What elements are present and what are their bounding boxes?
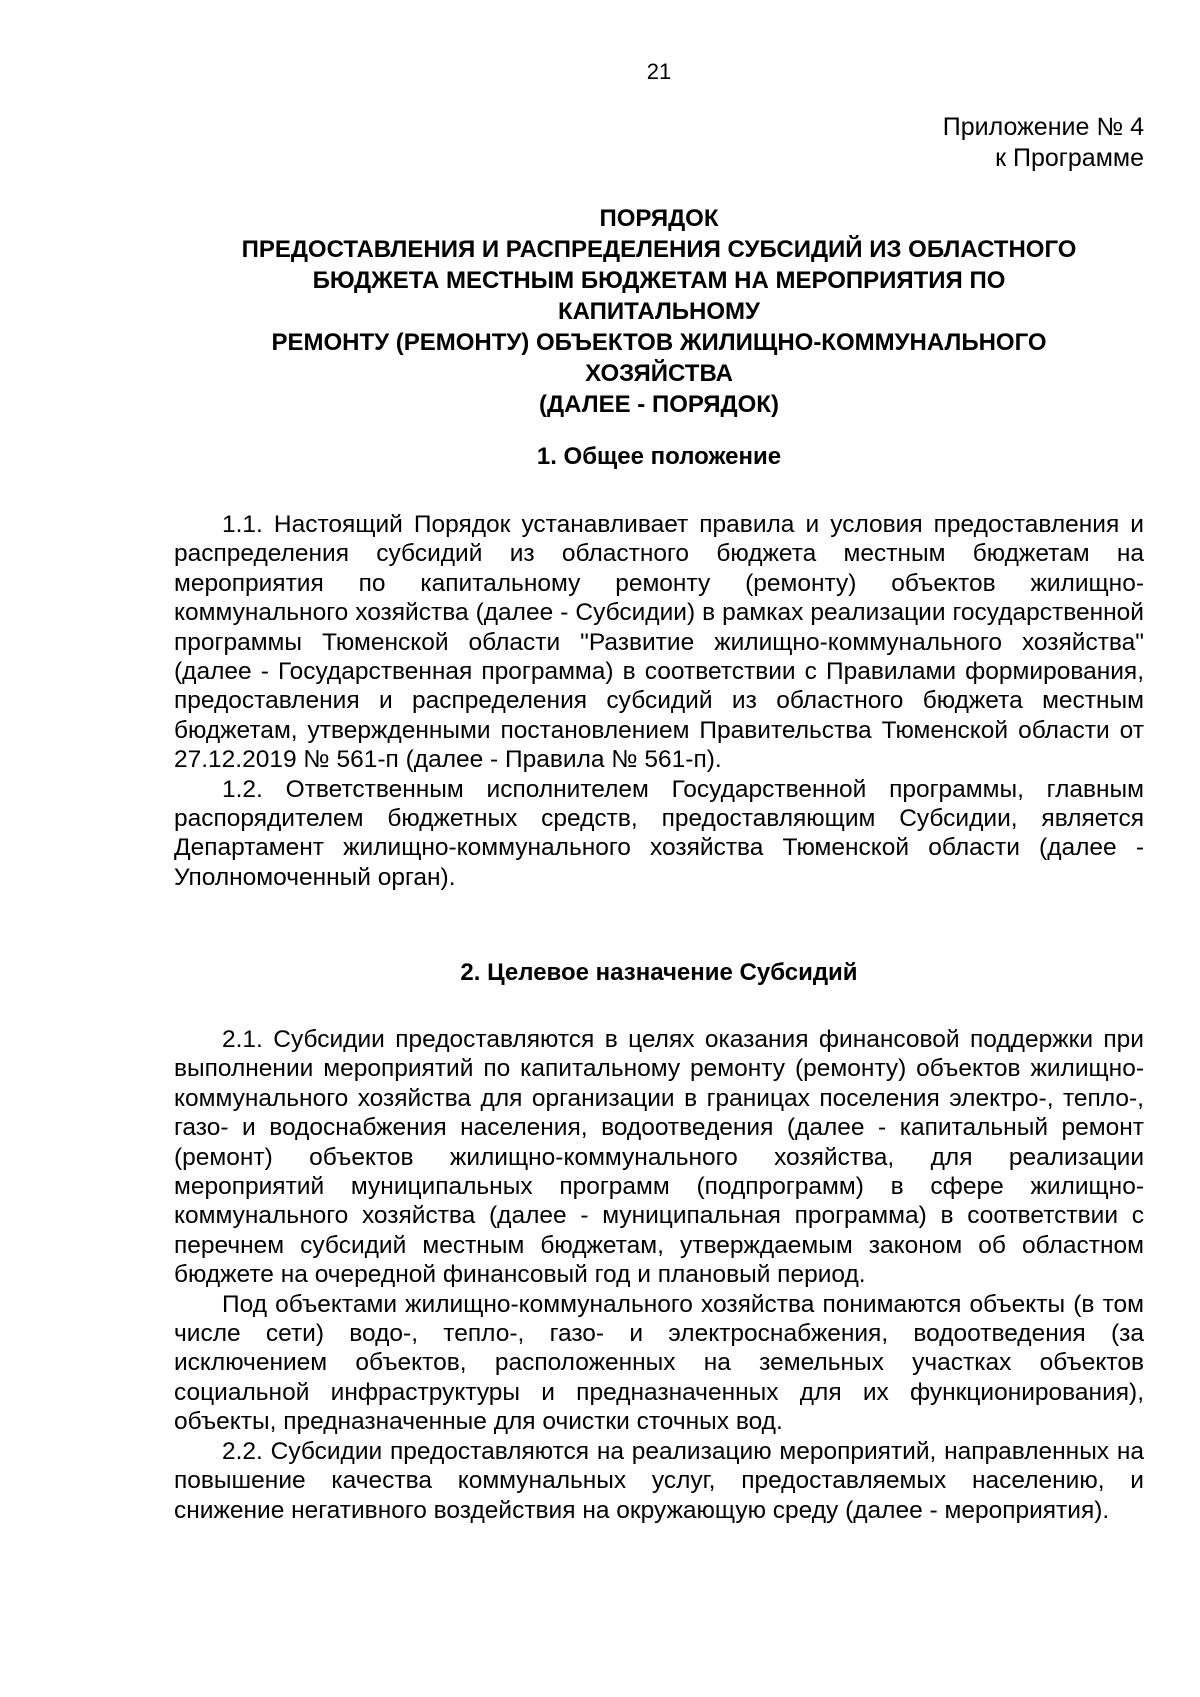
paragraph: Под объектами жилищно-коммунального хозяйства понимаются объекты (в том числе сети) водо-, тепло-, газо- и электроснабжения, водоотведения (за исключением объектов, расположенных на земельных участках объектов социальной инфраструктуры и предназначенных для их функционирования), объекты, предназначенные для очистки сточных вод. <box>174 1290 1144 1436</box>
title-line: КАПИТАЛЬНОМУ <box>558 298 760 325</box>
appendix-note <box>174 112 1144 174</box>
section-body <box>174 1025 1144 1525</box>
section-heading: 1. Общее положение <box>536 443 782 470</box>
document-title <box>174 203 1144 420</box>
page-number: 21 <box>646 59 672 84</box>
title-line: РЕМОНТУ (РЕМОНТУ) ОБЪЕКТОВ ЖИЛИЩНО-КОММУНАЛЬНОГО <box>271 329 1047 356</box>
paragraph: 1.1. Настоящий Порядок устанавливает правила и условия предоставления и распределения субсидий из областного бюджета местным бюджетам на мероприятия по капитальному ремонту (ремонту) объектов жилищно-коммунального хозяйства (далее - Субсидии) в рамках реализации государственной программы Тюменской области "Развитие жилищно-коммунального хозяйства" (далее - Государственная программа) в соответствии с Правилами формирования, предоставления и распределения субсидий из областного бюджета местным бюджетам, утвержденными постановлением Правительства Тюменской области от 27.12.2019 № 561-п (далее - Правила № 561-п). <box>174 511 1144 774</box>
paragraph: 1.2. Ответственным исполнителем Государственной программы, главным распорядителем бюджетных средств, предоставляющим Субсидии, является Департамент жилищно-коммунального хозяйства Тюменской области (далее - Уполномоченный орган). <box>174 775 1144 891</box>
section-heading: 2. Целевое назначение Субсидий <box>460 959 858 986</box>
title-line: ПОРЯДОК <box>599 205 719 232</box>
appendix-line: к Программе <box>995 144 1144 172</box>
title-line: (ДАЛЕЕ - ПОРЯДОК) <box>539 391 779 418</box>
appendix-line: Приложение № 4 <box>942 113 1144 141</box>
section-body <box>174 510 1144 892</box>
paragraph: 2.1. Субсидии предоставляются в целях оказания финансовой поддержки при выполнении мероприятий по капитальному ремонту (ремонту) объектов жилищно-коммунального хозяйства для организации в границах поселения электро-, тепло-, газо- и водоснабжения населения, водоотведения (далее - капитальный ремонт (ремонт) объектов жилищно-коммунального хозяйства, для реализации мероприятий муниципальных программ (подпрограмм) в сфере жилищно-коммунального хозяйства (далее - муниципальная программа) в соответствии с перечнем субсидий местным бюджетам, утверждаемым законом об областном бюджете на очередной финансовый год и плановый период. <box>174 1026 1144 1289</box>
title-line: ХОЗЯЙСТВА <box>585 360 733 387</box>
paragraph: 2.2. Субсидии предоставляются на реализацию мероприятий, направленных на повышение качества коммунальных услуг, предоставляемых населению, и снижение негативного воздействия на окружающую среду (далее - мероприятия). <box>174 1437 1144 1524</box>
title-line: ПРЕДОСТАВЛЕНИЯ И РАСПРЕДЕЛЕНИЯ СУБСИДИЙ ИЗ ОБЛАСТНОГО <box>241 236 1077 263</box>
title-line: БЮДЖЕТА МЕСТНЫМ БЮДЖЕТАМ НА МЕРОПРИЯТИЯ ПО <box>312 267 1006 294</box>
